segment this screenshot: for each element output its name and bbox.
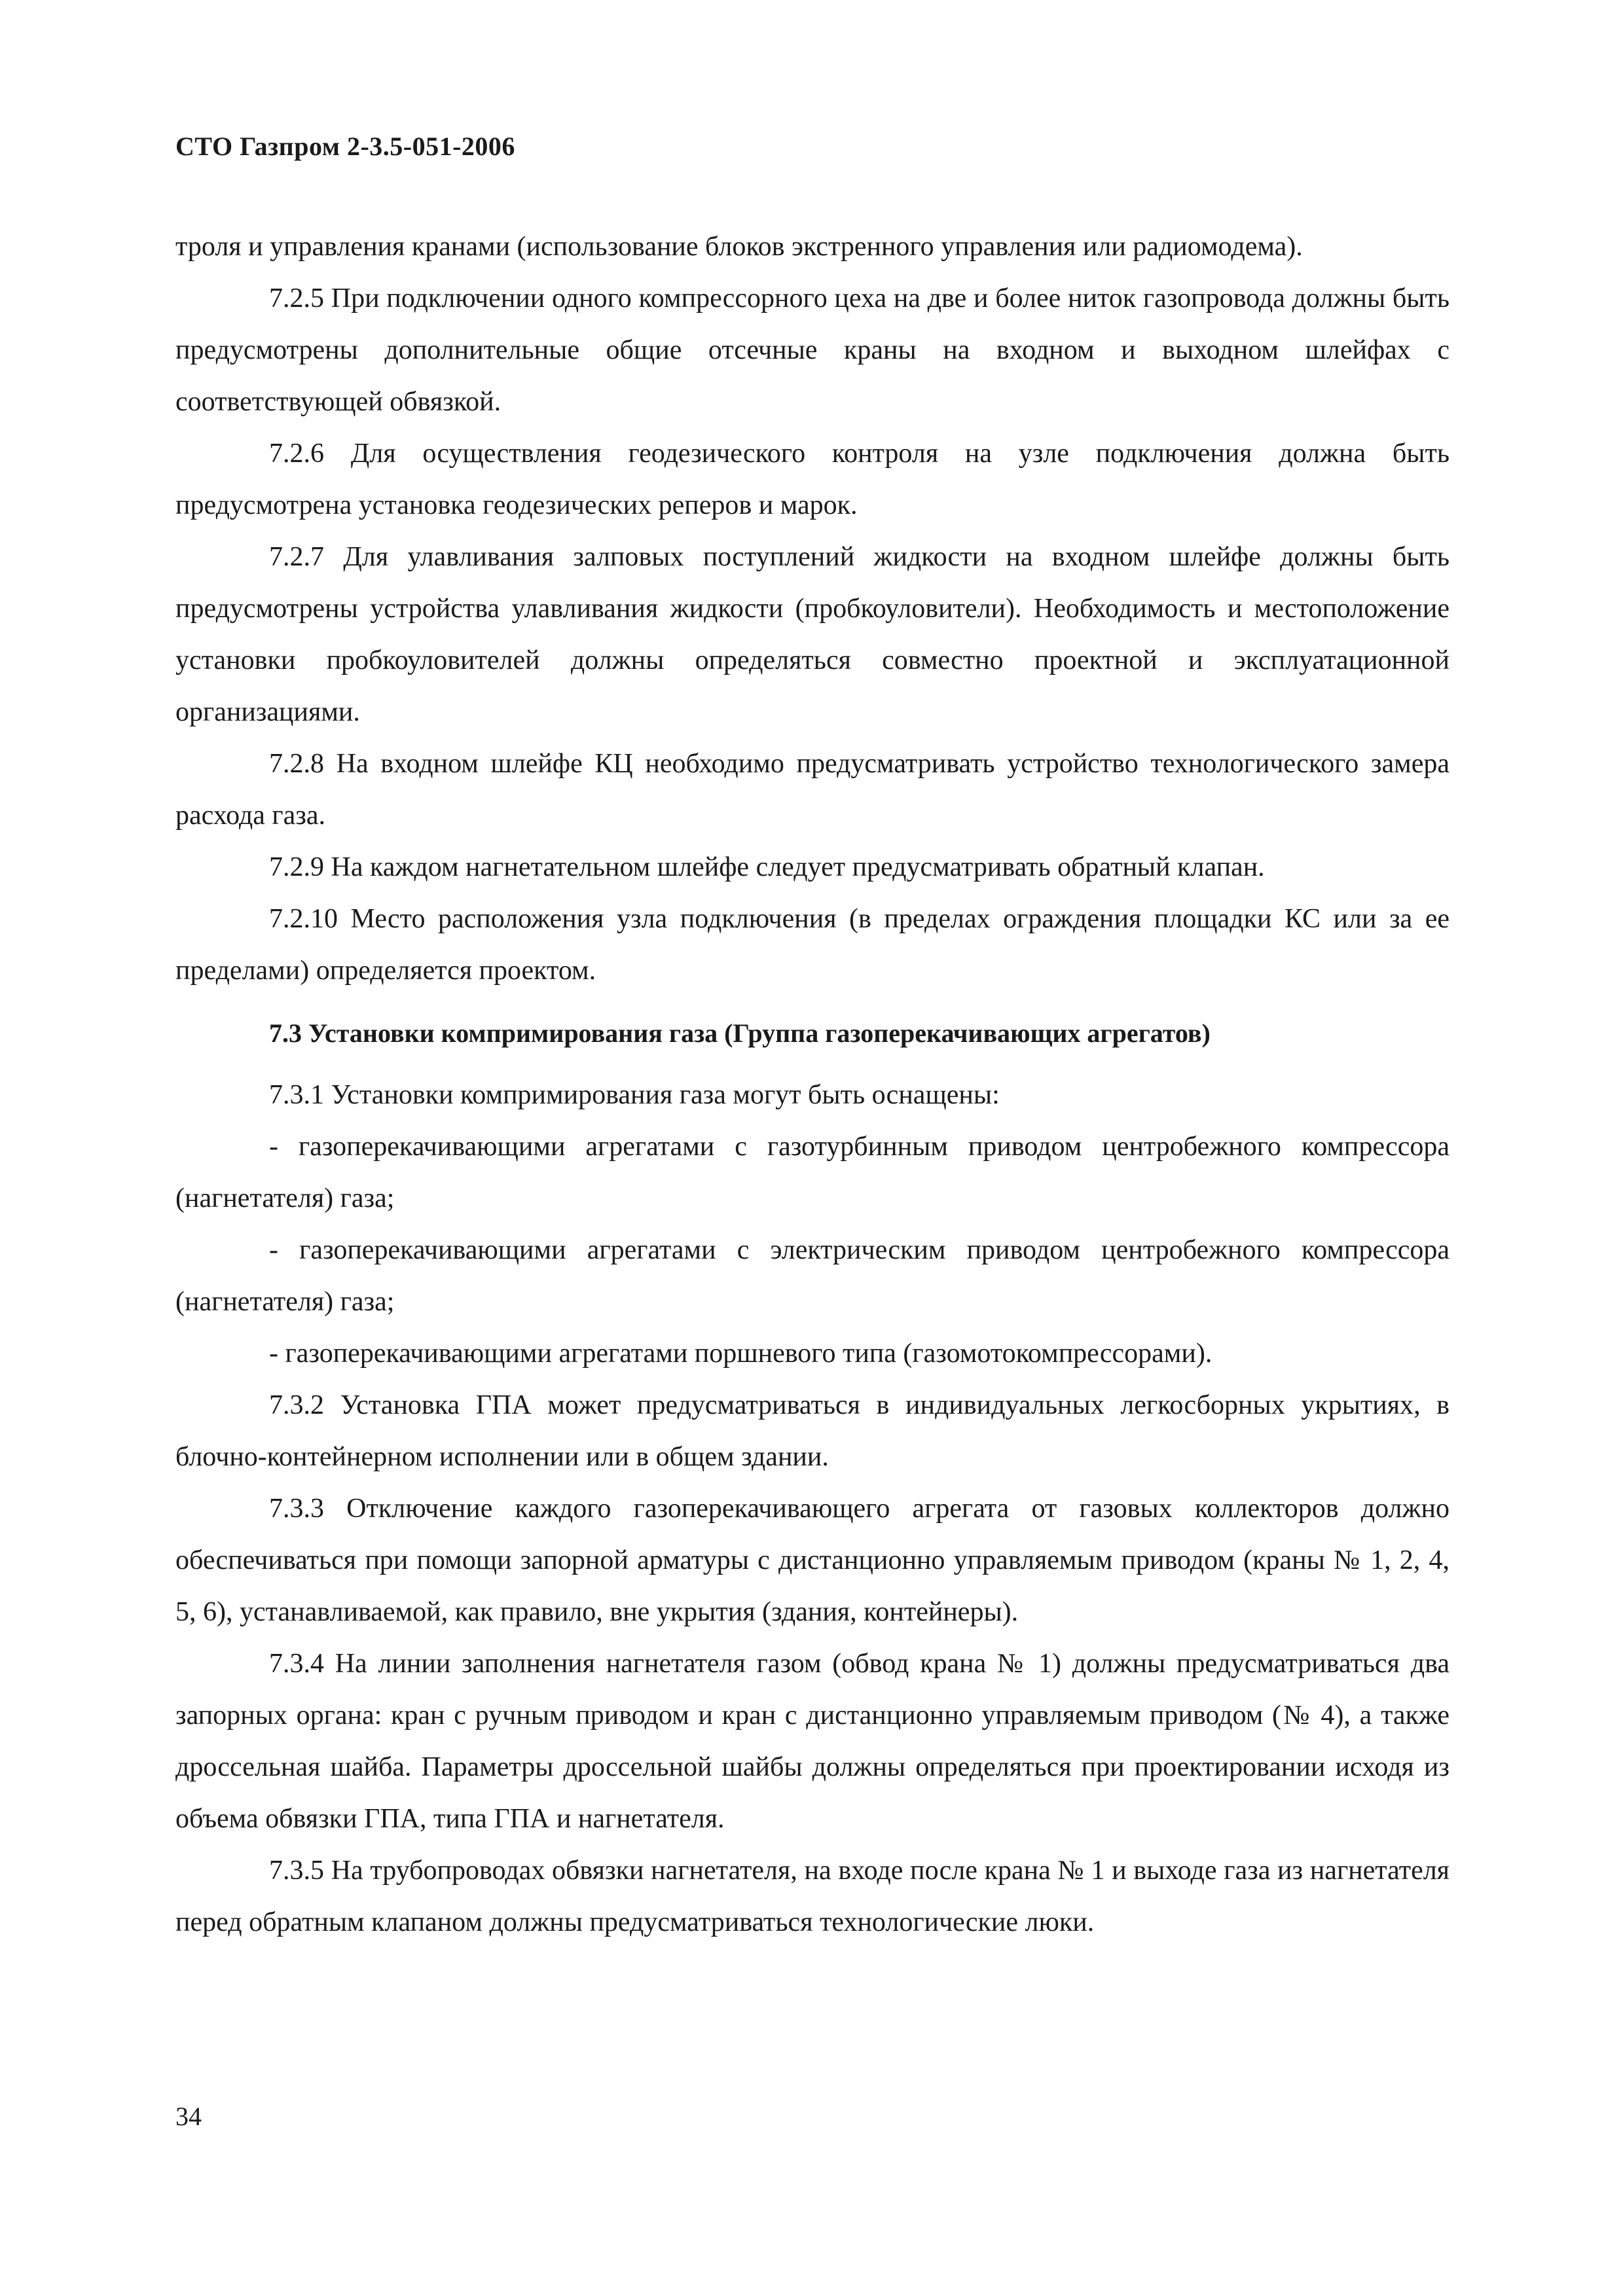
list-item-piston: - газоперекачивающими агрегатами поршневого типа (газомотокомпрессорами). [269, 1338, 1213, 1369]
paragraph-7-2-10: 7.2.10 Место расположения узла подключения (в пределах ограждения площадки КС или за ее пределами) определяется проектом. [175, 904, 1450, 986]
paragraph-7-2-9: 7.2.9 На каждом нагнетательном шлейфе следует предусматривать обратный клапан. [269, 852, 1265, 882]
paragraph-7-3-2: 7.3.2 Установка ГПА может предусматриваться в индивидуальных легкосборных укрытиях, в блочно-контейнерном исполнении или в общем здании. [175, 1390, 1450, 1472]
list-item-gas-turbine: - газоперекачивающими агрегатами с газотурбинным приводом центробежного компрессора (нагнетателя) газа; [175, 1132, 1450, 1213]
document-body [175, 221, 1450, 1948]
section-heading-7-3: 7.3 Установки компримирования газа (Группа газоперекачивающих агрегатов) [269, 1018, 1211, 1048]
paragraph-7-2-5: 7.2.5 При подключении одного компрессорного цеха на две и более ниток газопровода должны быть предусмотрены дополнительные общие отсечные краны на входном и выходном шлейфах с соответствующей обвязкой. [175, 283, 1450, 417]
paragraph-7-3-3: 7.3.3 Отключение каждого газоперекачивающего агрегата от газовых коллекторов должно обеспечиваться при помощи запорной арматуры с дистанционно управляемым приводом (краны № 1, 2, 4, 5, 6), устанавливаемой, как правило, вне укрытия (здания, контейнеры). [175, 1494, 1450, 1627]
paragraph-continuation: троля и управления кранами (использование блоков экстренного управления или радиомодема). [175, 232, 1303, 262]
paragraph-7-2-7: 7.2.7 Для улавливания залповых поступлений жидкости на входном шлейфе должны быть предусмотрены устройства улавливания жидкости (пробкоуловители). Необходимость и местоположение установки пробкоуловителей должны определяться совместно проектной и эксплуатационной организациями. [175, 542, 1450, 727]
paragraph-7-3-4: 7.3.4 На линии заполнения нагнетателя газом (обвод крана № 1) должны предусматриваться два запорных органа: кран с ручным приводом и кран с дистанционно управляемым приводом (№ 4), а также дроссельная шайба. Параметры дроссельной шайбы должны определяться при проектировании исходя из объема обвязки ГПА, типа ГПА и нагнетателя. [175, 1649, 1450, 1834]
paragraph-7-3-5: 7.3.5 На трубопроводах обвязки нагнетателя, на входе после крана № 1 и выходе газа из нагнетателя перед обратным клапаном должны предусматриваться технологические люки. [175, 1856, 1450, 1937]
paragraph-7-3-1: 7.3.1 Установки компримирования газа могут быть оснащены: [269, 1080, 1000, 1110]
page-number: 34 [175, 2102, 202, 2131]
document-header: СТО Газпром 2-3.5-051-2006 [175, 132, 515, 161]
paragraph-7-2-6: 7.2.6 Для осуществления геодезического контроля на узле подключения должна быть предусмотрена установка геодезических реперов и марок. [175, 439, 1450, 520]
paragraph-7-2-8: 7.2.8 На входном шлейфе КЦ необходимо предусматривать устройство технологического замера расхода газа. [175, 749, 1450, 831]
list-item-electric: - газоперекачивающими агрегатами с электрическим приводом центробежного компрессора (нагнетателя) газа; [175, 1235, 1450, 1317]
